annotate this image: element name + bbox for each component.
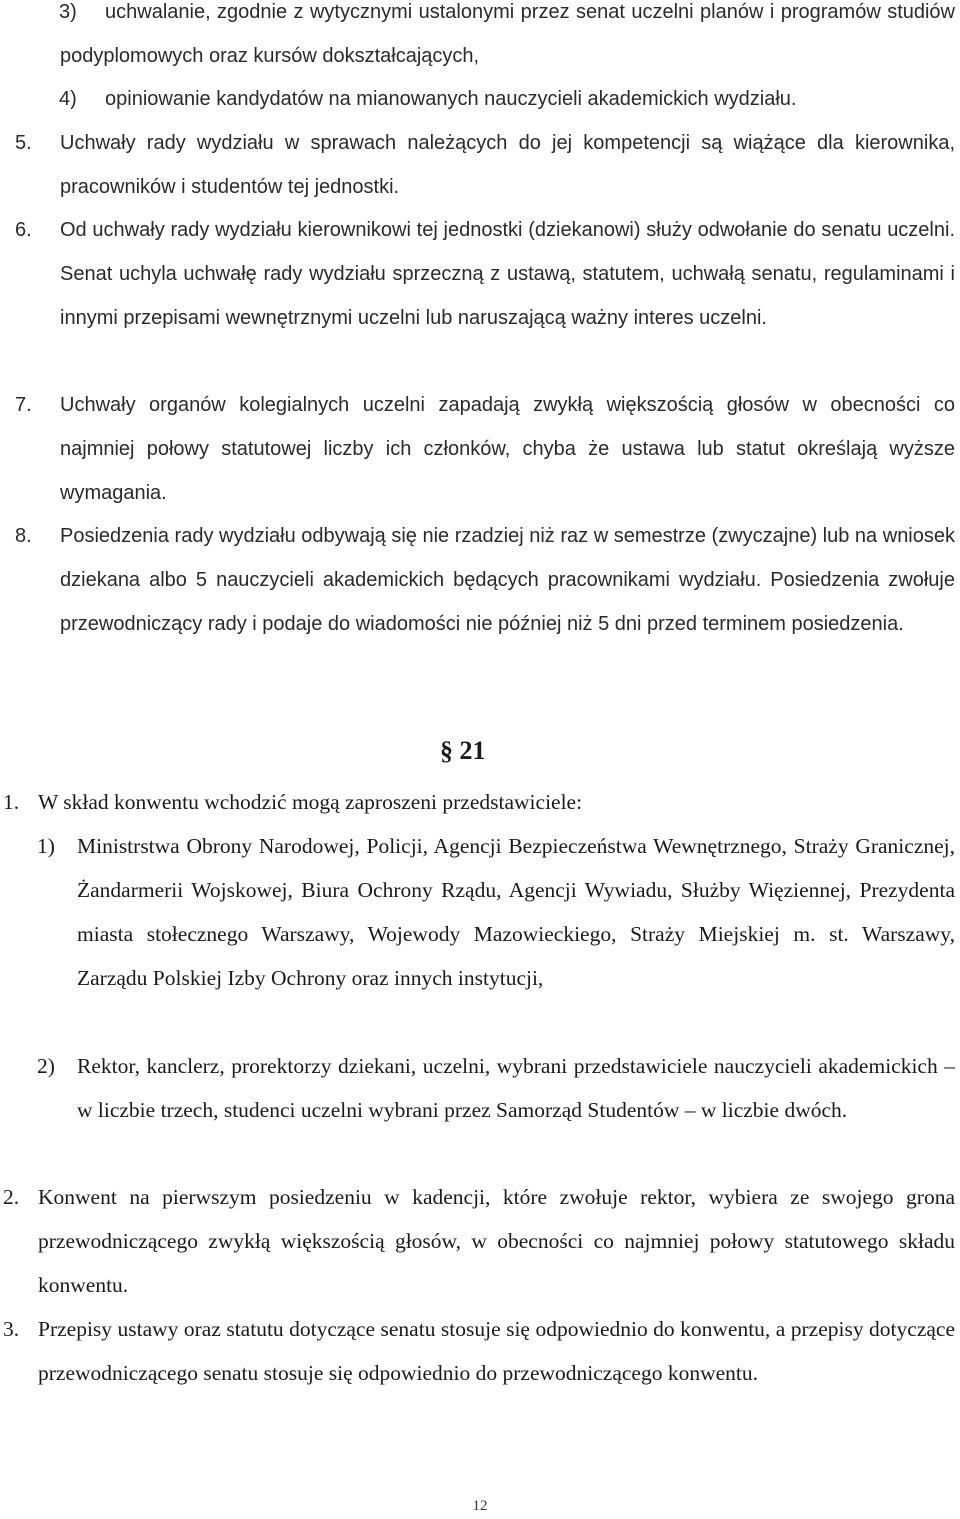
paragraph-7 [15,383,955,515]
paragraph-text: W skład konwentu wchodzić mogą zaproszeni przedstawiciele: [38,790,583,814]
list-item-4 [60,77,955,121]
paragraph-label: 2. [3,1185,20,1209]
paragraph-label: 3. [3,1317,20,1341]
paragraph-8 [15,514,955,646]
paragraph-label: 6. [15,219,32,241]
list-item-text: Rektor, kanclerz, prorektorzy dziekani, uczelni, wybrani przedstawiciele nauczycieli akademickich – w liczbie trzech, studenci uczelni wybrani przez Samorząd Studentów – w liczbie dwóch. [77,1054,955,1122]
list-item-label: 2) [37,1054,55,1078]
page-number: 12 [472,1498,488,1514]
list-item-text: opiniowanie kandydatów na mianowanych nauczycieli akademickich wydziału. [105,88,797,110]
paragraph-text: Uchwały organów kolegialnych uczelni zapadają zwykłą większością głosów w obecności co najmniej połowy statutowej liczby ich członków, chyba że ustawa lub statut określają wyższe wymagania. [60,394,955,504]
list-item-label: 3) [59,1,77,23]
list-item-text: uchwalanie, zgodnie z wytycznymi ustalonymi przez senat uczelni planów i programów studiów podyplomowych oraz kursów dokształcających, [60,1,955,67]
paragraph-label: 8. [15,525,32,547]
list-item-3 [60,0,955,78]
section-list-item-1 [37,824,955,1000]
section-paragraph-1 [3,780,955,824]
paragraph-text: Konwent na pierwszym posiedzeniu w kadencji, które zwołuje rektor, wybiera ze swojego grona przewodniczącego zwykłą większością głosów, w obecności co najmniej połowy statutowego składu konwentu. [38,1185,955,1297]
section-heading: § 21 [440,736,486,765]
paragraph-text: Posiedzenia rady wydziału odbywają się nie rzadziej niż raz w semestrze (zwyczajne) lub na wniosek dziekana albo 5 nauczycieli akademickich będących pracownikami wydziału. Posiedzenia zwołuje przewodniczący rady i podaje do wiadomości nie później niż 5 dni przed terminem posiedzenia. [60,525,955,635]
paragraph-text: Przepisy ustawy oraz statutu dotyczące senatu stosuje się odpowiednio do konwentu, a przepisy dotyczące przewodniczącego senatu stosuje się odpowiednio do przewodniczącego konwentu. [38,1317,955,1385]
paragraph-text: Od uchwały rady wydziału kierownikowi tej jednostki (dziekanowi) służy odwołanie do senatu uczelni. Senat uchyla uchwałę rady wydziału sprzeczną z ustawą, statutem, uchwałą senatu, regulaminami i innymi przepisami wewnętrznymi uczelni lub naruszającą ważny interes uczelni. [60,219,955,329]
paragraph-text: Uchwały rady wydziału w sprawach należących do jej kompetencji są wiążące dla kierownika, pracowników i studentów tej jednostki. [60,132,955,198]
list-item-label: 4) [59,88,77,110]
paragraph-label: 5. [15,132,32,154]
list-item-text: Ministrstwa Obrony Narodowej, Policji, Agencji Bezpieczeństwa Wewnętrznego, Straży Granicznej, Żandarmerii Wojskowej, Biura Ochrony Rządu, Agencji Wywiadu, Służby Więziennej, Prezydenta miasta stołecznego Warszawy, Wojewody Mazowieckiego, Straży Miejskiej m. st. Warszawy, Zarządu Polskiej Izby Ochrony oraz innych instytucji, [77,834,955,990]
section-paragraph-3 [3,1307,955,1395]
section-list-item-2 [37,1044,955,1132]
section-paragraph-2 [3,1175,955,1307]
paragraph-label: 7. [15,394,32,416]
list-item-label: 1) [37,834,55,858]
paragraph-5 [15,121,955,209]
paragraph-6 [15,208,955,340]
paragraph-label: 1. [3,790,20,814]
